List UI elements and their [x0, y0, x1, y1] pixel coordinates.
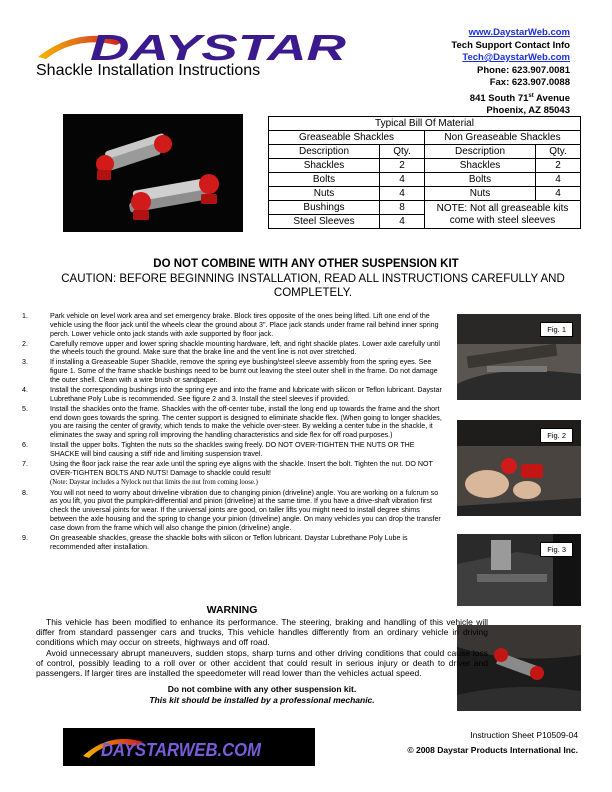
address: 841 South 71st Avenue: [469, 92, 570, 104]
logo-wordmark: DAYSTAR: [90, 27, 346, 65]
copyright: © 2008 Daystar Products International Inc.: [407, 745, 578, 755]
document-title: Shackle Installation Instructions: [36, 62, 261, 79]
bom-note: NOTE: Not all greaseable kits come with steel sleeves: [425, 201, 581, 229]
warning-paragraph: This vehicle has been modified to enhance its performance. The steering, braking and handling of this vehicle will differ from standard passenger cars and trucks, This vehicle handles differently from an ordinary vehicle in driving conditions which may occur on streets, highways and off road.: [36, 617, 488, 648]
phone: Phone: 623.907.0081: [477, 64, 570, 76]
list-item: 5. Install the shackles onto the frame. Shackles with the off-center tube, install the long end up towards the frame and the short end down goes towards the spring. The center support is designed to eliminate shackle flex. (When going to longer shackles, you are raising the center of gravity, which tends to make the vehicle over-steer. By welding a center tube in the shackle, it eliminates the sway and spring roll improving the handling characteristics and side flex for off road purposes.): [22, 404, 442, 440]
instruction-sheet-number: Instruction Sheet P10509-04: [470, 730, 578, 740]
list-item: 6. Install the upper bolts. Tighten the nuts so the shackles swing freely. DO NOT OVER-TIGHTEN THE NUTS OR THE SHACKE will bind causing a stiff ride and limiting suspension travel.: [22, 441, 415, 458]
list-item: 1. Park vehicle on level work area and set emergency brake. Block tires opposite of the ones being lifted. Lift one end of the vehicle using the floor jack until the wheels clear the ground about 3". Place jack stands under frame rail behind inner spring perch. Lower vehicle onto jack stands with axle supported by floor jack.: [22, 312, 439, 338]
bom-col-description: Description: [425, 145, 536, 159]
table-row: Steel Sleeves 4: [269, 215, 581, 229]
bom-col-qty: Qty.: [380, 145, 425, 159]
bom-col-description: Description: [269, 145, 380, 159]
caution-heading: CAUTION: BEFORE BEGINNING INSTALLATION, READ ALL INSTRUCTIONS CAREFULLY AND COMPLETELY.: [61, 273, 565, 299]
list-item: 2. Carefully remove upper and lower spring shackle mounting hardware, left, and right shackle plates. Lower axle carefully until the wheels touch the ground. Make sure that the brake line and the vent line is not over stretched.: [22, 339, 440, 357]
daystar-logo: [36, 27, 351, 65]
bom-col-qty: Qty.: [536, 145, 581, 159]
bom-group-non-greaseable: Non Greaseable Shackles: [425, 131, 581, 145]
figure-2-photo: [457, 420, 581, 516]
instruction-steps: [22, 312, 442, 553]
warning-paragraph: Avoid unnecessary abrupt maneuvers, sudden stops, sharp turns and other driving conditions that could cause loss of control, possibly leading to a roll over or other accident that could result in serious injury or death to driver and passengers. If larger tires are installed the speedometer will read lower than the vehicles actual speed.: [36, 647, 488, 679]
table-row: Nuts 4 Nuts 4: [269, 187, 581, 201]
city: Phoenix, AZ 85043: [486, 105, 570, 117]
list-item: 3. If installing a Greaseable Super Shackle, remove the spring eye bushing/steel sleeve assembly from the spring eyes. See figure 1. Some of the frame shackle bushings need to be burnt out leaving the steel outer shell in the frame. Do not damage the outer shell. Clean with a wire brush or sandpaper.: [22, 358, 438, 384]
website-banner: [63, 728, 315, 766]
warning-body: [36, 617, 488, 678]
figure-1-label: Fig. 1: [540, 322, 573, 337]
warning-heading: WARNING: [206, 604, 258, 616]
website-link[interactable]: www.DaystarWeb.com: [468, 27, 570, 38]
list-item: 4. Install the corresponding bushings into the spring eye and into the frame and lubricate with silicon or Teflon lubricant. Daystar Lubrethane Poly Lube is recommended. See figure 2 and 3. Install the steel sleeves if provided.: [22, 385, 442, 403]
fax: Fax: 623.907.0088: [489, 77, 570, 88]
table-row: Bolts 4 Bolts 4: [269, 173, 581, 187]
tech-support-label: Tech Support Contact Info: [451, 39, 570, 51]
figure-3-photo: [457, 534, 581, 606]
figure-3-label: Fig. 3: [540, 542, 573, 557]
warning-do-not-combine: Do not combine with any other suspension kit.: [167, 684, 357, 694]
figure-1-photo: [457, 314, 581, 400]
table-row: Shackles 2 Shackles 2: [269, 159, 581, 173]
bom-title: Typical Bill Of Material: [269, 117, 581, 131]
email-link[interactable]: Tech@DaystarWeb.com: [462, 52, 570, 63]
list-item: 8. You will not need to worry about driveline vibration due to changing pinion (driveline) angle. You are working on a fulcrum so as you lift, you pivot the pumpkin-differential and pinion (driveline) at the same time. If you have a drive-shaft vibration first check the universal joints for wear. If the universal joints are good, on taller lifts you might need to install degree shims between the axle housing and the spring to change your pinion (driveline) angle. On many vehicles you can drop the transfer case down from the frame which will also change the pinion (driveline) angle.: [22, 488, 441, 532]
do-not-combine-heading: DO NOT COMBINE WITH ANY OTHER SUSPENSION KIT: [153, 258, 459, 270]
table-row: Bushings 8 NOTE: Not all greaseable kits come with steel sleeves: [269, 201, 581, 215]
banner-wordmark: DAYSTARWEB.COM: [101, 740, 262, 760]
figure-2-label: Fig. 2: [540, 428, 573, 443]
contact-block: [451, 27, 570, 118]
list-item: 9. On greaseable shackles, grease the shackle bolts with silicon or Teflon lubricant. Daystar Lubrethane Poly Lube is recommended after installation.: [22, 533, 408, 551]
list-item: 7. Using the floor jack raise the rear axle until the spring eye aligns with the shackle. Insert the bolt. Tighten the nut. DO NOT OVER-TIGHTEN BOLTS AND NUTS! Damage to shackle could result!: [22, 459, 433, 477]
nylock-note: (Note: Daystar includes a Nylock nut that limits the nut from coming loose.): [50, 478, 258, 486]
bom-group-greaseable: Greaseable Shackles: [269, 131, 425, 145]
warning-professional: This kit should be installed by a professional mechanic.: [149, 695, 375, 705]
bill-of-material-table: [268, 116, 581, 229]
product-photo: [63, 114, 243, 232]
